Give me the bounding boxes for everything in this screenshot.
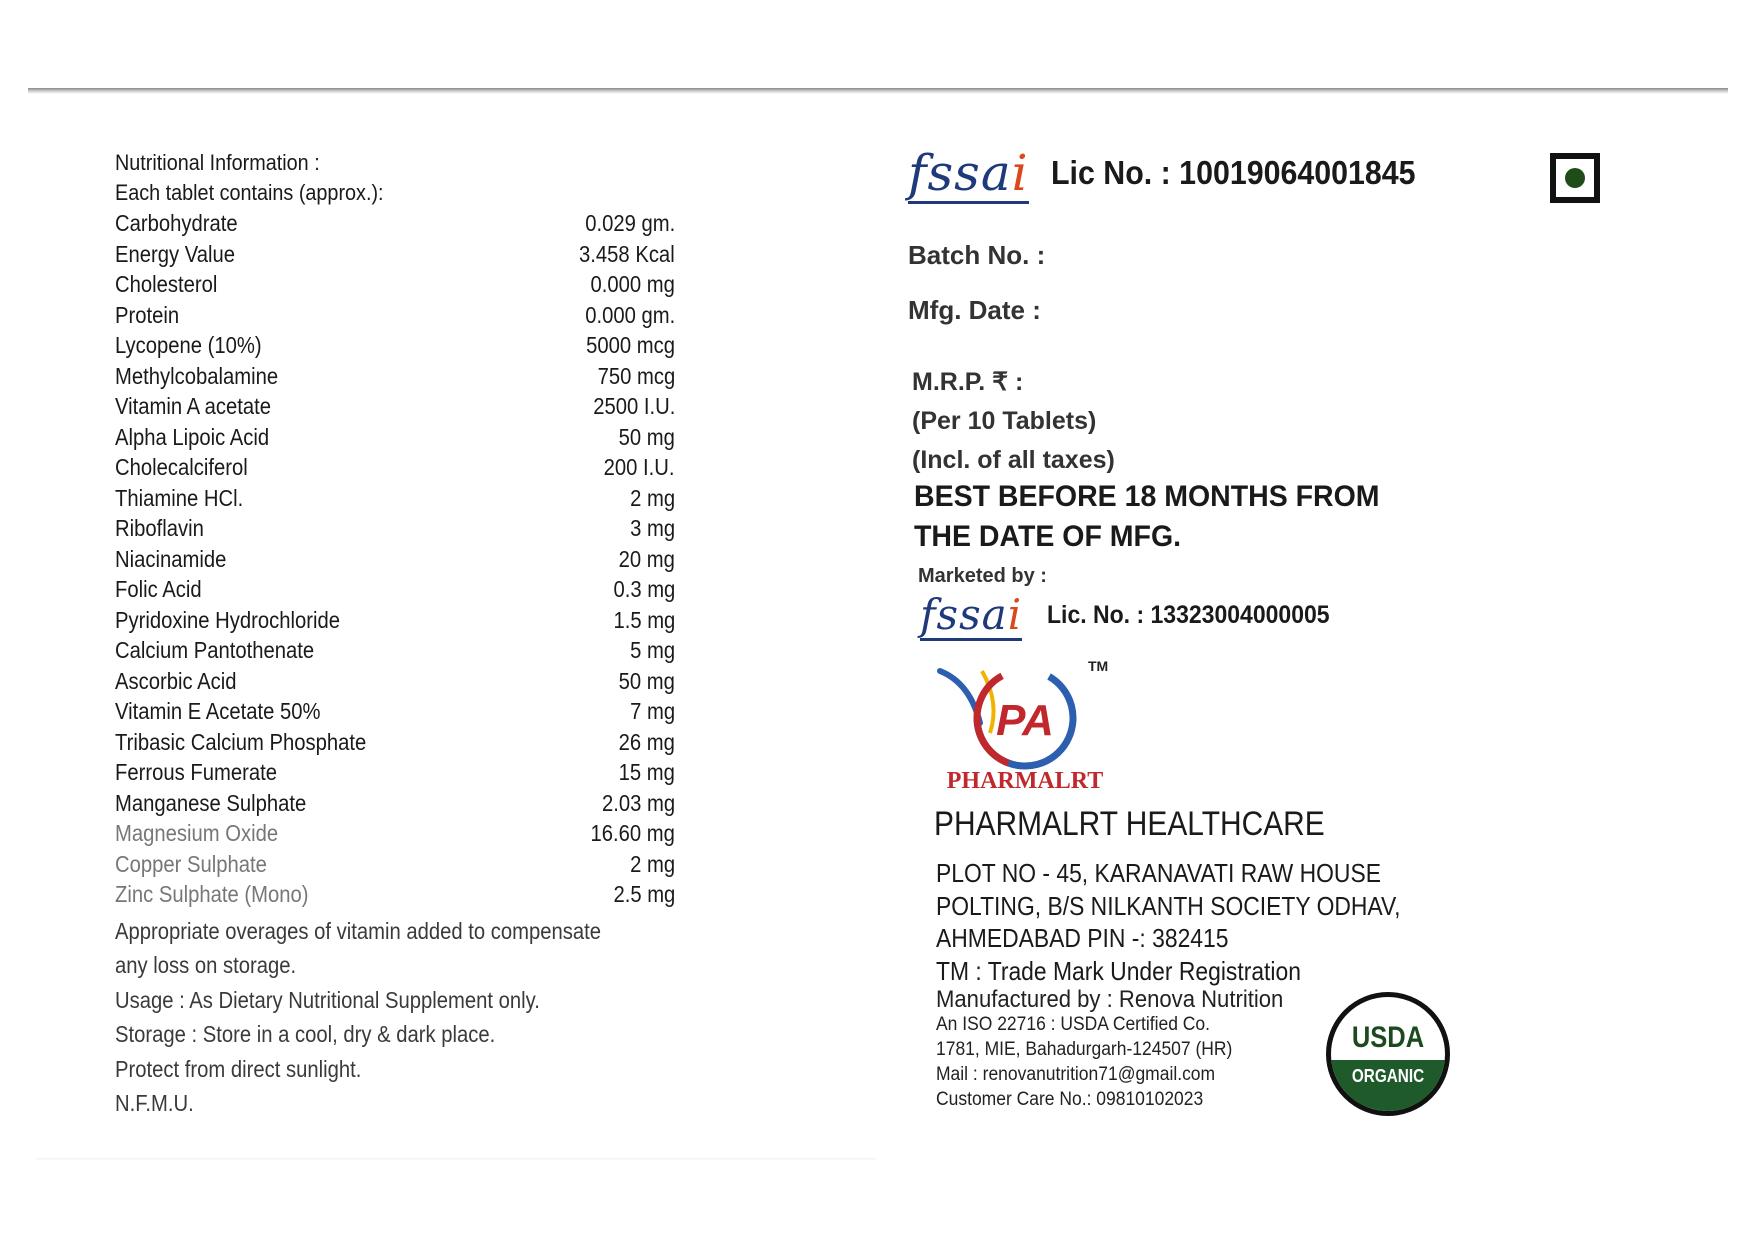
nutrient-name: Vitamin A acetate (115, 393, 272, 419)
nutrition-row (115, 422, 715, 453)
usda-seal-top: USDA (1351, 1021, 1425, 1054)
nutrient-value: 5000 mcg (586, 332, 675, 358)
nutrient-name: Cholecalciferol (115, 454, 248, 480)
bottom-edge (36, 1158, 876, 1161)
nutrient-name: Riboflavin (115, 515, 204, 541)
nutrient-name: Manganese Sulphate (115, 789, 307, 816)
nutrient-value: 0.000 gm. (584, 301, 675, 328)
nutrition-row (115, 757, 715, 788)
nutrition-subheading: Each tablet contains (approx.): (115, 180, 384, 205)
nutrition-panel (115, 148, 715, 1121)
manufacturer-line-1: Manufactured by : Renova Nutrition (936, 986, 1284, 1013)
nutrient-value: 2.03 mg (601, 789, 675, 816)
note-nfmu: N.F.M.U. (115, 1090, 194, 1116)
nutrition-row (115, 605, 715, 636)
nutrition-row (115, 849, 715, 880)
nutrition-row (115, 300, 715, 331)
nutrient-value: 750 mcg (597, 362, 675, 389)
manufacturer-info (936, 987, 1314, 1112)
manufacturer-email: Mail : renovanutrition71@gmail.com (936, 1064, 1216, 1085)
mfg-date-label: Mfg. Date : (908, 295, 1041, 325)
address-line-1: PLOT NO - 45, KARANAVATI RAW HOUSE (936, 858, 1381, 888)
nutrition-row (115, 513, 715, 544)
logo-name: PHARMALRT (946, 768, 1104, 794)
nutrition-row (115, 483, 715, 514)
nutrient-name: Calcium Pantothenate (115, 637, 315, 663)
fssai-lic-number: Lic No. : 10019064001845 (1051, 154, 1416, 191)
nutrient-value: 50 mg (618, 667, 675, 694)
nutrition-row (115, 239, 715, 270)
fssai-logo: fssai (908, 144, 1029, 202)
nutrient-name: Ascorbic Acid (115, 667, 237, 694)
nutrient-name: Methylcobalamine (115, 362, 279, 389)
nutrient-name: Lycopene (10%) (115, 332, 262, 358)
tm-note: TM : Trade Mark Under Registration (936, 955, 1301, 986)
nutrient-name: Copper Sulphate (115, 850, 267, 877)
veg-symbol-icon (1550, 153, 1600, 203)
note-sunlight: Protect from direct sunlight. (115, 1055, 362, 1082)
nutrition-row (115, 635, 715, 666)
pharmalrt-logo (930, 653, 1120, 803)
nutrient-name: Ferrous Fumerate (115, 759, 277, 785)
manufacturer-line-3: 1781, MIE, Bahadurgarh-124507 (HR) (936, 1039, 1233, 1060)
nutrition-row (115, 818, 715, 849)
note-storage-loss: any loss on storage. (115, 952, 297, 978)
nutrition-row (115, 574, 715, 605)
nutrient-value: 26 mg (618, 728, 675, 755)
nutrient-value: 2500 I.U. (592, 393, 675, 419)
nutrition-row (115, 452, 715, 483)
nutrient-name: Vitamin E Acetate 50% (115, 698, 321, 724)
nutrition-row (115, 208, 715, 239)
nutrition-heading: Nutritional Information : (115, 150, 320, 175)
nutrient-value: 2.5 mg (613, 881, 675, 907)
address-line-2: POLTING, B/S NILKANTH SOCIETY ODHAV, (936, 890, 1401, 921)
nutrition-row (115, 330, 715, 361)
nutrient-name: Pyridoxine Hydrochloride (115, 606, 341, 633)
trademark-sign: TM (1088, 658, 1109, 674)
nutrient-name: Tribasic Calcium Phosphate (115, 728, 367, 755)
nutrient-name: Zinc Sulphate (Mono) (115, 881, 309, 907)
nutrient-value: 0.3 mg (613, 576, 675, 602)
company-address (936, 857, 1464, 987)
mrp-incl: (Incl. of all taxes) (912, 446, 1115, 474)
best-before-line-1: BEST BEFORE 18 MONTHS FROM (914, 480, 1380, 513)
nutrition-row (115, 727, 715, 758)
mrp-label: M.R.P. ₹ : (912, 368, 1024, 396)
nutrition-row (115, 696, 715, 727)
nutrient-name: Thiamine HCl. (115, 484, 244, 511)
nutrient-value: 16.60 mg (590, 820, 675, 846)
marketed-by-label: Marketed by : (918, 565, 1047, 587)
nutrient-name: Protein (115, 301, 180, 328)
fssai-license-marketer (920, 592, 1354, 641)
nutrient-name: Alpha Lipoic Acid (115, 423, 270, 450)
nutrient-value: 20 mg (618, 545, 675, 572)
nutrition-row (115, 391, 715, 422)
nutrient-value: 3 mg (629, 515, 675, 541)
nutrient-name: Energy Value (115, 240, 236, 267)
nutrient-name: Carbohydrate (115, 210, 238, 236)
best-before-line-2: THE DATE OF MFG. (914, 520, 1182, 553)
logo-letters: PA (996, 696, 1054, 745)
nutrition-row (115, 788, 715, 819)
fssai-lic-number-marketer: Lic. No. : 13323004000005 (1046, 601, 1330, 629)
nutrient-value: 5 mg (629, 637, 675, 663)
usda-organic-seal (1326, 992, 1450, 1116)
fssai-license-main (908, 145, 1447, 204)
manufacturer-line-2: An ISO 22716 : USDA Certified Co. (936, 1014, 1210, 1035)
nutrient-name: Magnesium Oxide (115, 820, 279, 846)
nutrient-name: Cholesterol (115, 271, 218, 297)
best-before (914, 477, 1380, 557)
fssai-logo-small: fssai (920, 590, 1023, 639)
nutrition-row (115, 544, 715, 575)
nutrition-row (115, 361, 715, 392)
nutrient-value: 2 mg (629, 850, 675, 877)
batch-label: Batch No. : (908, 240, 1046, 270)
nutrient-value: 3.458 Kcal (579, 240, 675, 267)
mrp-block (912, 363, 1115, 480)
usda-seal-bottom: ORGANIC (1351, 1066, 1425, 1086)
nutrient-value: 7 mg (629, 698, 675, 724)
address-line-3: AHMEDABAD PIN -: 382415 (936, 923, 1229, 953)
mrp-per: (Per 10 Tablets) (912, 407, 1097, 435)
nutrition-row (115, 269, 715, 300)
company-name: PHARMALRT HEALTHCARE (934, 805, 1325, 843)
nutrient-value: 200 I.U. (604, 454, 675, 480)
nutrient-value: 0.000 mg (590, 271, 675, 297)
nutrient-value: 0.029 gm. (584, 210, 675, 236)
nutrient-name: Niacinamide (115, 545, 227, 572)
note-usage: Usage : As Dietary Nutritional Supplement only. (115, 986, 540, 1013)
nutrient-value: 50 mg (618, 423, 675, 450)
nutrient-value: 1.5 mg (613, 606, 675, 633)
nutrient-name: Folic Acid (115, 576, 202, 602)
note-storage: Storage : Store in a cool, dry & dark place. (115, 1021, 496, 1047)
nutrient-value: 15 mg (618, 759, 675, 785)
nutrition-notes (115, 914, 715, 1121)
nutrient-value: 2 mg (629, 484, 675, 511)
customer-care: Customer Care No.: 09810102023 (936, 1089, 1204, 1110)
note-overages: Appropriate overages of vitamin added to compensate (115, 917, 602, 944)
nutrition-row (115, 666, 715, 697)
top-fold-line (28, 88, 1728, 94)
nutrition-table (115, 208, 715, 910)
nutrition-row (115, 879, 715, 910)
